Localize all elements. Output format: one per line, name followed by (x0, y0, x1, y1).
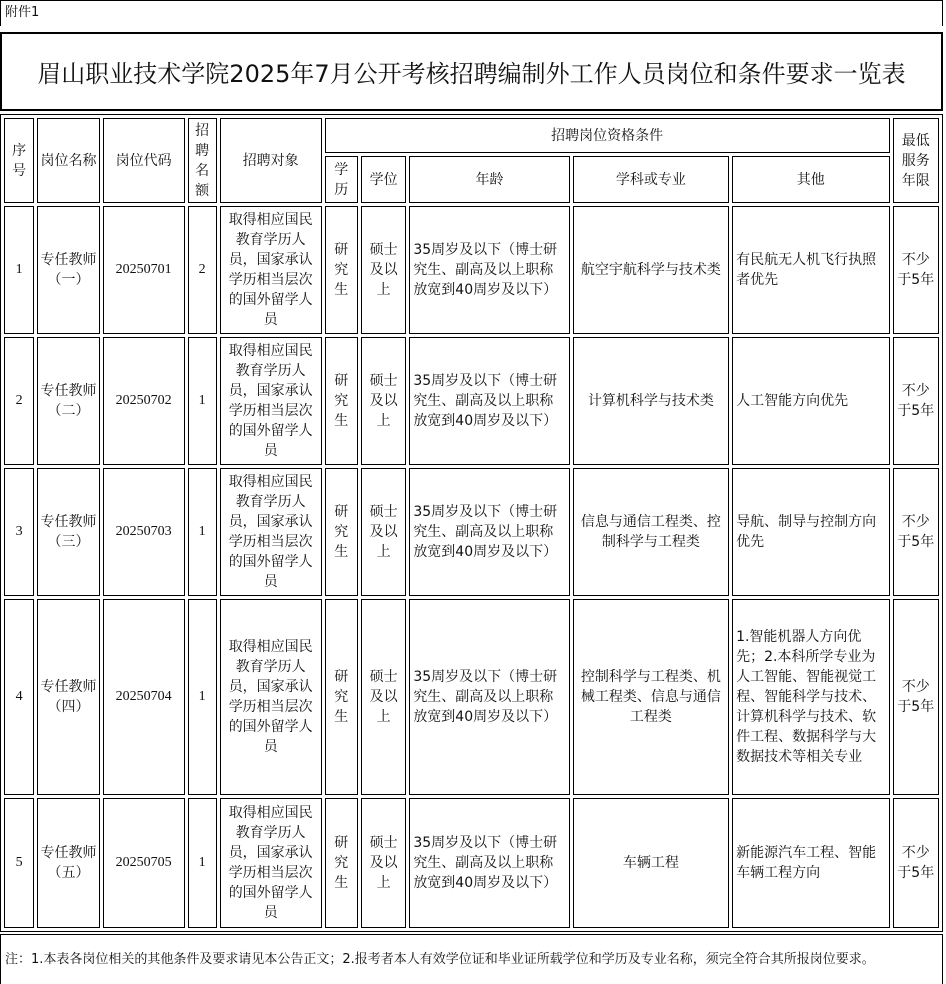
header-position-name: 岗位名称 (37, 118, 100, 203)
attachment-label: 附件1 (0, 0, 943, 26)
cell-service: 不少于5年 (893, 206, 939, 334)
cell-degree: 硕士及以上 (361, 468, 406, 596)
cell-other: 人工智能方向优先 (732, 337, 889, 465)
cell-seq: 4 (4, 599, 34, 795)
cell-service: 不少于5年 (893, 798, 939, 928)
cell-major: 航空宇航科学与技术类 (573, 206, 729, 334)
cell-major: 计算机科学与技术类 (573, 337, 729, 465)
cell-position-code: 20250703 (103, 468, 185, 596)
cell-degree: 硕士及以上 (361, 337, 406, 465)
cell-target: 取得相应国民教育学历人员，国家承认学历相当层次的国外留学人员 (220, 468, 322, 596)
cell-seq: 5 (4, 798, 34, 928)
cell-seq: 3 (4, 468, 34, 596)
table-row (4, 468, 939, 596)
header-degree: 学位 (361, 156, 406, 203)
cell-service: 不少于5年 (893, 337, 939, 465)
cell-other: 有民航无人机飞行执照者优先 (732, 206, 889, 334)
page-title (0, 32, 943, 111)
cell-other: 新能源汽车工程、智能车辆工程方向 (732, 798, 889, 928)
cell-position-name: 专任教师（三） (37, 468, 100, 596)
cell-service: 不少于5年 (893, 468, 939, 596)
page-title-text: 眉山职业技术学院2025年7月公开考核招聘编制外工作人员岗位和条件要求一览表 (37, 60, 906, 88)
cell-service: 不少于5年 (893, 599, 939, 795)
header-row-top (4, 118, 939, 153)
cell-other: 导航、制导与控制方向优先 (732, 468, 889, 596)
cell-education: 研究生 (325, 468, 358, 596)
cell-quota: 1 (188, 468, 217, 596)
header-major: 学科或专业 (573, 156, 729, 203)
cell-target: 取得相应国民教育学历人员，国家承认学历相当层次的国外留学人员 (220, 798, 322, 928)
cell-other: 1.智能机器人方向优先；2.本科所学专业为人工智能、智能视觉工程、智能科学与技术、计算机科学与技术、软件工程、数据科学与大数据技术等相关专业 (732, 599, 889, 795)
cell-quota: 2 (188, 206, 217, 334)
cell-age: 35周岁及以下（博士研究生、副高及以上职称放宽到40周岁及以下） (409, 337, 569, 465)
cell-target: 取得相应国民教育学历人员，国家承认学历相当层次的国外留学人员 (220, 599, 322, 795)
cell-target: 取得相应国民教育学历人员，国家承认学历相当层次的国外留学人员 (220, 337, 322, 465)
cell-position-name: 专任教师（二） (37, 337, 100, 465)
header-conditions-group: 招聘岗位资格条件 (325, 118, 890, 153)
footnote: 注：1.本表各岗位相关的其他条件及要求请见本公告正文；2.报考者本人有效学位证和毕业证所载学位和学历及专业名称，须完全符合其所报岗位要求。 (0, 934, 943, 984)
cell-seq: 1 (4, 206, 34, 334)
header-age: 年龄 (409, 156, 569, 203)
cell-position-name: 专任教师（四） (37, 599, 100, 795)
table-row (4, 206, 939, 334)
cell-position-code: 20250704 (103, 599, 185, 795)
cell-quota: 1 (188, 599, 217, 795)
cell-major: 信息与通信工程类、控制科学与工程类 (573, 468, 729, 596)
cell-quota: 1 (188, 798, 217, 928)
cell-quota: 1 (188, 337, 217, 465)
cell-major: 控制科学与工程类、机械工程类、信息与通信工程类 (573, 599, 729, 795)
positions-table (0, 114, 943, 932)
cell-education: 研究生 (325, 337, 358, 465)
header-quota: 招聘名额 (188, 118, 217, 203)
cell-age: 35周岁及以下（博士研究生、副高及以上职称放宽到40周岁及以下） (409, 798, 569, 928)
table-row (4, 599, 939, 795)
header-seq: 序号 (4, 118, 34, 203)
cell-target: 取得相应国民教育学历人员，国家承认学历相当层次的国外留学人员 (220, 206, 322, 334)
cell-seq: 2 (4, 337, 34, 465)
cell-degree: 硕士及以上 (361, 206, 406, 334)
cell-position-name: 专任教师（五） (37, 798, 100, 928)
header-education: 学历 (325, 156, 358, 203)
header-position-code: 岗位代码 (103, 118, 185, 203)
cell-major: 车辆工程 (573, 798, 729, 928)
table-row (4, 337, 939, 465)
header-other: 其他 (732, 156, 889, 203)
cell-degree: 硕士及以上 (361, 798, 406, 928)
table-row (4, 798, 939, 928)
cell-position-code: 20250702 (103, 337, 185, 465)
cell-position-code: 20250705 (103, 798, 185, 928)
cell-age: 35周岁及以下（博士研究生、副高及以上职称放宽到40周岁及以下） (409, 468, 569, 596)
cell-education: 研究生 (325, 798, 358, 928)
header-target: 招聘对象 (220, 118, 322, 203)
cell-education: 研究生 (325, 206, 358, 334)
cell-degree: 硕士及以上 (361, 599, 406, 795)
header-service: 最低服务年限 (893, 118, 939, 203)
cell-education: 研究生 (325, 599, 358, 795)
cell-age: 35周岁及以下（博士研究生、副高及以上职称放宽到40周岁及以下） (409, 206, 569, 334)
cell-position-code: 20250701 (103, 206, 185, 334)
cell-position-name: 专任教师（一） (37, 206, 100, 334)
cell-age: 35周岁及以下（博士研究生、副高及以上职称放宽到40周岁及以下） (409, 599, 569, 795)
